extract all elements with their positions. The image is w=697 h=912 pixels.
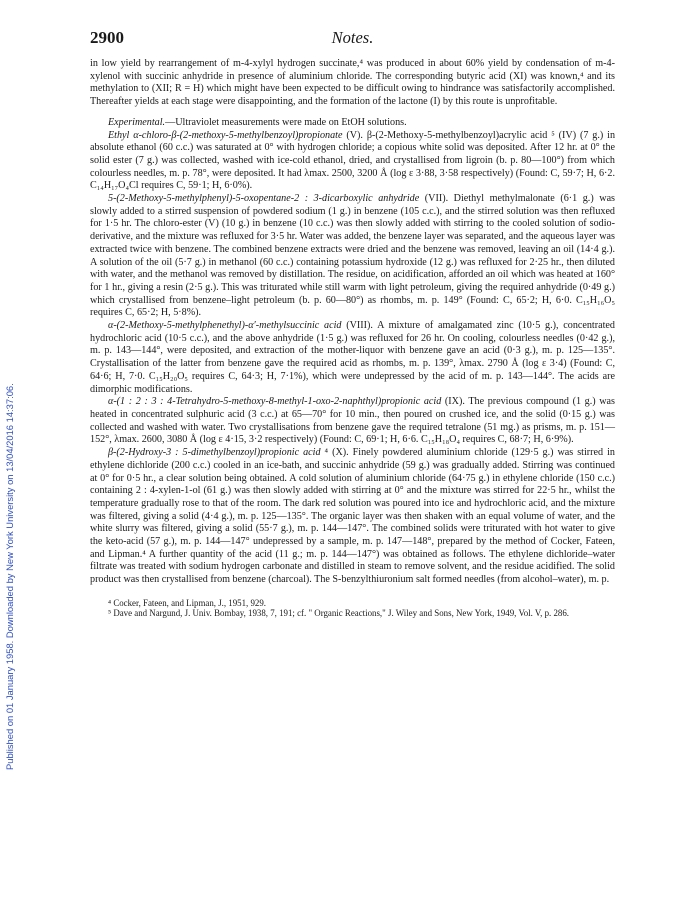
compound-heading: Ethyl α-chloro-β-(2-methoxy-5-methylbenzoyl)propionate [108, 129, 343, 141]
article-body [90, 58, 615, 587]
paragraph-text: ⁴ (X). Finely powdered aluminium chloride (129·5 g.) was stirred in ethylene dichloride (200 c.c.) cooled in an ice-bath, and succinic anhydride (59 g.) was gradually added. Stirring was continued at 0° for 0·5 hr., a clear solution being obtained. A cold solution of aluminium chloride (64·75 g.) in ethylene chloride (150 c.c.) containing 2 : 4-xylen-1-ol (61 g.) was then slowly added with stirring at 0° and the mixture was stirred for 22·5 hr., whilst the temperature gradually rose to that of the room. The dark red solution was poured into ice and hydrochloric acid, and the mixture was filtered, giving a solid (4·4 g.), m. p. 125—135°. The organic layer was then shaken with an equal volume of water, and the white slurry was filtered, giving a solid (55·7 g.), m. p. 144—147°. The combined solids were triturated with hot water to give the keto-acid (57 g.), m. p. 144—147° undepressed by a sample, m. p. 147—148°, prepared by the method of Cocker, Fateen, and Lipman.⁴ A further quantity of the acid (11 g.; m. p. 144—147°) was obtained as follows. The ethylene dichloride–water filtrate was treated with sodium hydrogen carbonate and distilled in steam to remove solvent, and the residue acidified. The solid product was then crystallised from benzene (charcoal). The S-benzylthiuronium salt formed needles (from alcohol–water), m. p. [90, 447, 615, 586]
footnote: ⁴ Cocker, Fateen, and Lipman, J., 1951, 929. [108, 597, 267, 608]
compound-heading: β-(2-Hydroxy-3 : 5-dimethylbenzoyl)propionic acid [108, 447, 321, 459]
paragraph-compound-viii [90, 320, 615, 396]
footnote: ⁵ Dave and Nargund, J. Univ. Bombay, 1938, 7, 191; cf. " Organic Reactions," J. Wiley and Sons, New York, 1949, Vol. V, p. 286. [108, 608, 570, 619]
paragraph-compound-ix [90, 396, 615, 447]
footnotes [90, 598, 615, 619]
paragraph-text: (IX). The previous compound (1 g.) was heated in concentrated sulphuric acid (3 c.c.) at 65—70° for 10 min., then poured on crushed ice, and the solid (0·15 g.) was collected and washed with water. Two crystallisations from benzene gave the required tetralone (51 mg.) as prisms, m. p. 151—152°, λmax. 2600, 3080 Å (log ε 4·15, 3·2 respectively) (Found: C, 69·1; H, 6·6. C₁₅H₁₈O₄ requires C, 68·7; H, 6·9%). [90, 396, 615, 446]
paragraph: in low yield by rearrangement of m-4-xylyl hydrogen succinate,⁴ was produced in about 60% yield by condensation of m-4-xylenol with succinic anhydride in presence of aluminium chloride. The corresponding butyric acid (XI) was known,⁴ and its methylation to (XII; R = H) which might have been expected to be difficult owing to hindrance was satisfactorily accomplished. Thereafter yields at each stage were disappointing, and the formation of the lactone (I) by this route is unprofitable. [90, 58, 615, 108]
compound-heading: 5-(2-Methoxy-5-methylphenyl)-5-oxopentane-2 : 3-dicarboxylic anhydride [108, 193, 420, 205]
page [90, 28, 615, 619]
compound-heading: α-(1 : 2 : 3 : 4-Tetrahydro-5-methoxy-8-methyl-1-oxo-2-naphthyl)propionic acid [108, 396, 442, 408]
paragraph-text: —Ultraviolet measurements were made on EtOH solutions. [165, 116, 407, 128]
compound-heading: α-(2-Methoxy-5-methylphenethyl)-α′-methylsuccinic acid [108, 320, 342, 332]
paragraph-compound-vii [90, 193, 615, 320]
paragraph-compound-x [90, 447, 615, 587]
page-number: 2900 [90, 28, 124, 47]
running-title: Notes. [331, 28, 374, 47]
section-heading: Experimental. [108, 116, 166, 128]
paragraph-text: (V). β-(2-Methoxy-5-methylbenzoyl)acrylic acid ⁵ (IV) (7 g.) in absolute ethanol (60 c.c.) was saturated at 0° with hydrogen chloride; a copious white solid was deposited. After 12 hr. at 0° the solid ester (7 g.) was collected, washed with ice-cold ethanol, dried, and crystallised from ligroin (b. p. 80—100°) from which colourless needles, m. p. 78°, were deposited. It had λmax. 2500, 3200 Å (log ε 3·88, 3·58 respectively) (Found: C, 59·7; H, 6·2. C₁₄H₁₇O₄Cl requires C, 59·1; H, 6·0%). [90, 129, 616, 192]
page-header [90, 28, 615, 50]
paragraph-text: (VII). Diethyl methylmalonate (6·1 g.) was slowly added to a stirred suspension of powdered sodium (1 g.) in benzene (105 c.c.), and the stirred solution was then refluxed for 1·5 hr. The chloro-ester (V) (10 g.) in benzene (10 c.c.) was then slowly added with stirring to the cooled solution of sodio-derivative, and the mixture was refluxed for 3·5 hr. Water was added, the benzene layer was separated, and the aqueous layer was extracted twice with benzene. The combined benzene extracts were dried and the benzene was removed, leaving an oil (14·4 g.). A solution of the oil (5·7 g.) in methanol (60 c.c.) containing potassium hydroxide (12 g.) was refluxed for 2·25 hr., then diluted with water, and the methanol was removed by distillation. The residue, on acidification, afforded an oil which was heated at 160° for 1 hr., giving a resin (2·5 g.). This was triturated while still warm with light petroleum, giving the required anhydride (0·49 g.) which crystallised from benzene–light petroleum (b. p. 60—80°) as rhombs, m. p. 149° (Found: C, 65·2; H, 6·0. C₁₅H₁₆O₅ requires C, 65·2; H, 5·8%). [90, 193, 615, 319]
paragraph-compound-v [90, 130, 615, 194]
paragraph-text: (VIII). A mixture of amalgamated zinc (10·5 g.), concentrated hydrochloric acid (10·5 c.c.), and the above anhydride (1·5 g.) was refluxed for 26 hr. On cooling, colourless needles (0·42 g.), m. p. 143—144°, were deposited, and extraction of the mother-liquor with benzene gave an acid (0·3 g.), m. p. 125—135°. Crystallisation of the latter from benzene gave the required acid as rhombs, m. p. 139°, λmax. 2790 Å (log ε 3·4) (Found: C, 64·6; H, 7·0. C₁₅H₂₀O₅ requires C, 64·3; H, 7·1%), which were undepressed by the acid of m. p. 143—144°. The acids are dimorphic modifications. [90, 320, 615, 395]
download-watermark-text: Published on 01 January 1958. Downloaded by New York University on 13/04/2016 14:37:06. [4, 383, 15, 770]
download-watermark [0, 0, 20, 912]
paragraph-experimental [90, 117, 615, 130]
